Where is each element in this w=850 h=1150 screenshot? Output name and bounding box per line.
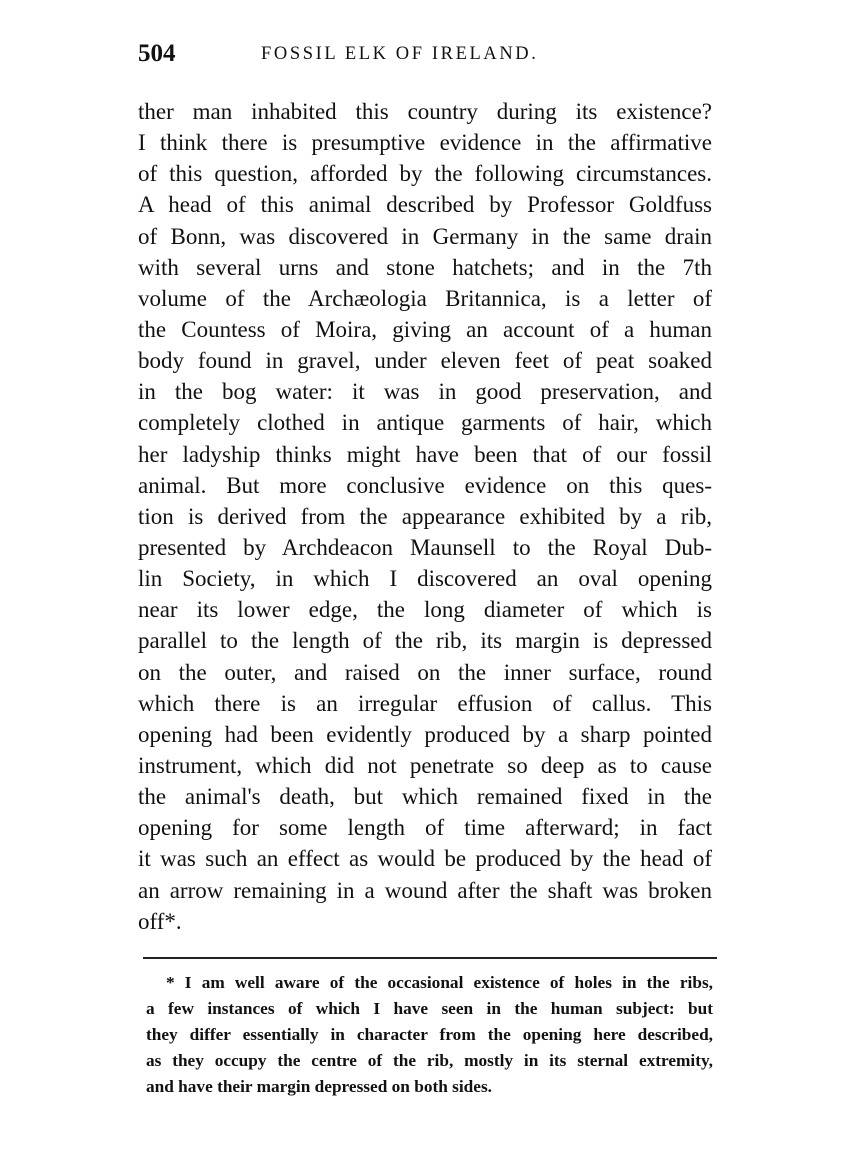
- text-line: opening had been evidently produced by a sharp pointed: [138, 721, 712, 747]
- footnote-divider: [143, 957, 717, 959]
- text-line: parallel to the length of the rib, its margin is depressed: [138, 628, 712, 654]
- text-line: I think there is presumptive evidence in the affirmative: [138, 130, 712, 156]
- footnote: [146, 970, 713, 1100]
- text-line: lin Society, in which I discovered an oval opening: [138, 566, 712, 592]
- text-line: animal. But more conclusive evidence on this ques-: [138, 472, 712, 498]
- footnote-line: a few instances of which I have seen in the human subject: but: [146, 999, 713, 1018]
- text-line: the Countess of Moira, giving an account of a human: [138, 316, 712, 342]
- page-header: [138, 40, 718, 74]
- text-line: body found in gravel, under eleven feet of peat soaked: [138, 348, 712, 374]
- text-line: presented by Archdeacon Maunsell to the Royal Dub-: [138, 534, 712, 560]
- text-line: of Bonn, was discovered in Germany in the same drain: [138, 223, 712, 249]
- text-line: near its lower edge, the long diameter of which is: [138, 597, 712, 623]
- text-line: volume of the Archæologia Britannica, is a letter of: [138, 285, 712, 311]
- text-line: her ladyship thinks might have been that of our fossil: [138, 441, 712, 467]
- text-line: which there is an irregular effusion of callus. This: [138, 690, 712, 716]
- text-line: tion is derived from the appearance exhibited by a rib,: [138, 503, 712, 529]
- text-line: on the outer, and raised on the inner surface, round: [138, 659, 712, 685]
- text-line: of this question, afforded by the following circumstances.: [138, 161, 712, 187]
- text-line: opening for some length of time afterward; in fact: [138, 815, 712, 841]
- page-number: 504: [138, 40, 176, 67]
- text-line: in the bog water: it was in good preservation, and: [138, 379, 712, 405]
- running-head: FOSSIL ELK OF IRELAND.: [261, 44, 539, 64]
- text-line: it was such an effect as would be produced by the head of: [138, 846, 712, 872]
- body-text: [138, 96, 712, 937]
- footnote-line: * I am well aware of the occasional existence of holes in the ribs,: [166, 973, 713, 992]
- text-line: the animal's death, but which remained fixed in the: [138, 784, 712, 810]
- text-line: an arrow remaining in a wound after the shaft was broken: [138, 877, 712, 903]
- footnote-line: and have their margin depressed on both sides.: [146, 1077, 492, 1096]
- text-line: ther man inhabited this country during its existence?: [138, 99, 712, 124]
- text-line: with several urns and stone hatchets; and in the 7th: [138, 254, 712, 280]
- text-line: completely clothed in antique garments of hair, which: [138, 410, 712, 436]
- text-line: A head of this animal described by Professor Goldfuss: [138, 192, 712, 218]
- footnote-line: as they occupy the centre of the rib, mostly in its sternal extremity,: [146, 1051, 713, 1070]
- footnote-line: they differ essentially in character from the opening here described,: [146, 1025, 713, 1044]
- text-line: off*.: [138, 908, 182, 934]
- text-line: instrument, which did not penetrate so deep as to cause: [138, 752, 712, 778]
